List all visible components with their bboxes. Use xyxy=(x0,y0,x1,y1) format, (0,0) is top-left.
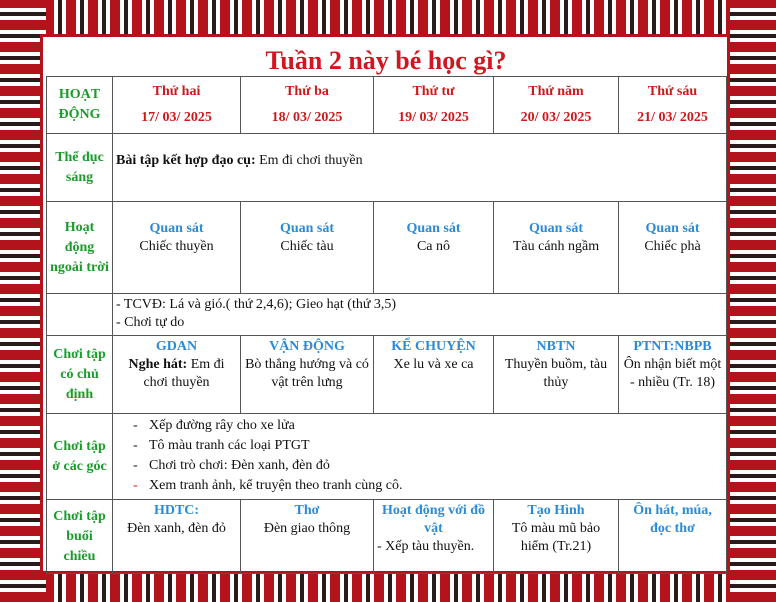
outdoor-cell: Quan sát Chiếc tàu xyxy=(241,202,374,294)
schedule-table xyxy=(46,76,727,574)
corners-list xyxy=(127,416,723,496)
label-morning: Thể dục sáng xyxy=(47,134,113,202)
afternoon-cell: HDTC: Đèn xanh, đèn đỏ xyxy=(113,500,241,574)
day-friday: Thứ sáu 21/ 03/ 2025 xyxy=(619,77,727,134)
label-directed: Chơi tập có chủ định xyxy=(47,336,113,414)
day-wednesday: Thứ tư 19/ 03/ 2025 xyxy=(374,77,494,134)
afternoon-cell: Hoạt động với đồ vật - Xếp tàu thuyền. xyxy=(374,500,494,574)
cell-morning: Bài tập kết hợp đạo cụ: Em đi chơi thuyền xyxy=(113,134,727,202)
label-outdoor: Hoạt động ngoài trời xyxy=(47,202,113,294)
cell-corners xyxy=(113,414,727,500)
border-right xyxy=(730,0,776,602)
cell-outdoor-extra: - TCVĐ: Lá và gió.( thứ 2,4,6); Gieo hạt (thứ 3,5) - Chơi tự do xyxy=(113,294,727,336)
header-row xyxy=(47,77,727,134)
row-outdoor xyxy=(47,202,727,294)
label-afternoon: Chơi tập buổi chiều xyxy=(47,500,113,574)
afternoon-cell: Ôn hát, múa, đọc thơ xyxy=(619,500,727,574)
directed-cell: VẬN ĐỘNG Bò thẳng hướng và có vật trên lưng xyxy=(241,336,374,414)
list-item: - Xếp đường rây cho xe lửa xyxy=(133,416,723,436)
row-afternoon xyxy=(47,500,727,574)
list-item: - Tô màu tranh các loại PTGT xyxy=(133,436,723,456)
directed-cell: PTNT:NBPB Ôn nhận biết một - nhiều (Tr. 18) xyxy=(619,336,727,414)
row-outdoor-extra xyxy=(47,294,727,336)
day-monday: Thứ hai 17/ 03/ 2025 xyxy=(113,77,241,134)
directed-cell: NBTN Thuyền buồm, tàu thủy xyxy=(494,336,619,414)
outdoor-cell: Quan sát Tàu cánh ngầm xyxy=(494,202,619,294)
page-title: Tuần 2 này bé học gì? xyxy=(265,46,507,75)
outdoor-cell: Quan sát Chiếc phà xyxy=(619,202,727,294)
list-item: - Xem tranh ảnh, kể truyện theo tranh cùng cô. xyxy=(133,476,723,496)
row-morning xyxy=(47,134,727,202)
afternoon-cell: Thơ Đèn giao thông xyxy=(241,500,374,574)
schedule-sheet xyxy=(46,40,726,568)
label-empty xyxy=(47,294,113,336)
directed-cell: GDAN Nghe hát: Em đi chơi thuyền xyxy=(113,336,241,414)
label-corners: Chơi tập ở các góc xyxy=(47,414,113,500)
day-tuesday: Thứ ba 18/ 03/ 2025 xyxy=(241,77,374,134)
day-thursday: Thứ năm 20/ 03/ 2025 xyxy=(494,77,619,134)
header-label: HOẠT ĐỘNG xyxy=(47,77,113,134)
list-item: - Chơi trò chơi: Đèn xanh, đèn đỏ xyxy=(133,456,723,476)
row-corners xyxy=(47,414,727,500)
afternoon-cell: Tạo Hình Tô màu mũ bảo hiểm (Tr.21) xyxy=(494,500,619,574)
outdoor-cell: Quan sát Chiếc thuyền xyxy=(113,202,241,294)
directed-cell: KỂ CHUYỆN Xe lu và xe ca xyxy=(374,336,494,414)
outdoor-cell: Quan sát Ca nô xyxy=(374,202,494,294)
row-directed xyxy=(47,336,727,414)
